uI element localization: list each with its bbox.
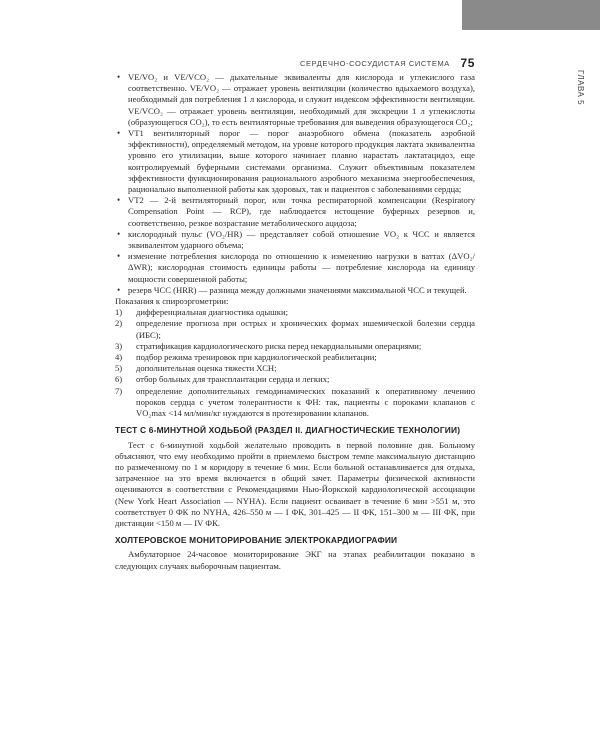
item-number: 5): [115, 363, 123, 374]
running-title: СЕРДЕЧНО-СОСУДИСТАЯ СИСТЕМА: [300, 58, 450, 68]
list-item: • VT1 вентиляторный порог — порог анаэробного обмена (показатель аэробной эффективности), определяемый методом, на уровне которого продукция лактата эквивалентна уровню его утилизации, выше которого начинает плавно нарастать лактатацидоз, еще контролируемый буферными системами организма. Служит объективным показателем эффективности функционирования рационального аэробного механизма энергообеспечения, рационально выполненной работы как здоровых, так и пациентов с заболеваниями сердца;: [115, 128, 475, 195]
item-text: дополнительная оценка тяжести ХСН;: [136, 363, 277, 374]
page-number: 75: [460, 56, 475, 70]
list-item: • VT2 — 2-й вентиляторный порог, или точка респираторной компенсации (Respiratory Compensation Point — RCP), где наблюдается истощение буферных резервов и, соответственно, резкое возрастание метаболического ацидоза;: [115, 195, 475, 229]
chapter-label: ГЛАВА 5: [576, 70, 585, 106]
list-item: [115, 363, 475, 374]
item-text: определение дополнительных гемодинамических показаний к оперативному лечению пороков сердца с учетом толерантности к ФН: так, пациенты с пороками клапанов с VO₂max <14 мл/мин/кг нуждаются в протезировании клапанов.: [136, 385, 475, 419]
list-item: [115, 386, 475, 420]
item-text: определение прогноза при острых и хронических формах ишемической болезни сердца (ИБС);: [136, 318, 475, 340]
list-item: • резерв ЧСС (HRR) — разница между должными значениями максимальной ЧСС и текущей.: [115, 285, 475, 296]
list-item: [115, 307, 475, 318]
item-number: 6): [115, 374, 123, 385]
list-item: [115, 352, 475, 363]
item-number: 1): [115, 307, 123, 318]
page-header: [300, 55, 475, 71]
indications-list: [115, 307, 475, 419]
list-item: • кислородный пульс (VO₂/HR) — представляет собой отношение VO₂ к ЧСС и является эквивалентом ударного объема;: [115, 229, 475, 251]
parameter-list: [115, 72, 475, 296]
list-item: • VE/VO₂ и VE/VCO₂ — дыхательные эквиваленты для кислорода и углекислого газа соответственно. VE/VO₂ — отражает уровень вентиляции (количество вдыхаемого воздуха), необходимый для потребления 1 л кислорода, и служит индексом эффективности вентиляции. VE/VCO₂ — отражает уровень вентиляции, необходимый для экскреции 1 л углекислоты (образующегося CO₂), то есть вентиляторные требования для выведения образующегося CO₂;: [115, 72, 475, 128]
list-item: [115, 341, 475, 352]
page-content: [115, 72, 475, 572]
item-text: стратификация кардиологического риска перед некардиальными операциями;: [136, 340, 422, 351]
section-heading-6mwt: ТЕСТ С 6-МИНУТНОЙ ХОДЬБОЙ (РАЗДЕЛ II. ДИАГНОСТИЧЕСКИЕ ТЕХНОЛОГИИ): [115, 425, 461, 436]
list-item: [115, 318, 475, 340]
item-text: подбор режима тренировок при кардиологической реабилитации;: [136, 352, 377, 363]
item-number: 4): [115, 352, 123, 363]
indications-intro: Показания к спироэргометрии:: [115, 296, 229, 307]
item-text: отбор больных для трансплантации сердца и легких;: [136, 374, 330, 385]
section-paragraph-6mwt: Тест с 6-минутной ходьбой желательно проводить в первой половине дня. Больному объясняют, что ему необходимо пройти в приемлемо быстром темпе максимальную дистанцию по размеченному по 1 м коридору в течение 6 мин. Если больной останавливается для отдыха, затраченное на это время включается в общий зачет. Параметры физической активности оцениваются в соответствии с Рекомендациями Нью-Йоркской кардиологической ассоциации (New York Heart Association — NYHA). Если пациент осваивает в течение 6 мин >551 м, это соответствует 0 ФК по NYHA, 426–550 м — I ФК, 301–425 — II ФК, 151–300 м — III ФК, при дистанции <150 м — IV ФК.: [115, 439, 475, 528]
item-number: 7): [115, 385, 123, 396]
list-item: [115, 374, 475, 385]
chapter-side-tab: [462, 0, 600, 30]
list-item: • изменение потребления кислорода по отношению к изменению нагрузки в ваттах (ΔVO₂/ΔWR); кислородная стоимость единицы работы — потребление кислорода на единицу мощности совершенной работы;: [115, 251, 475, 285]
item-number: 2): [115, 318, 123, 329]
section-paragraph-holter: Амбулаторное 24-часовое мониторирование ЭКГ на этапах реабилитации показано в следующих случаях выборочным пациентам.: [115, 549, 475, 571]
item-text: дифференциальная диагностика одышки;: [136, 307, 288, 318]
item-number: 3): [115, 340, 123, 351]
section-heading-holter: ХОЛТЕРОВСКОЕ МОНИТОРИРОВАНИЕ ЭЛЕКТРОКАРДИОГРАФИИ: [115, 535, 398, 546]
